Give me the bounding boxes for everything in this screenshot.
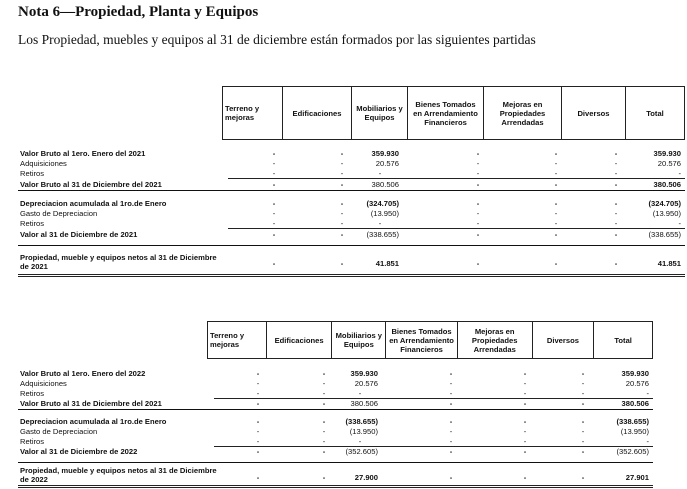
cell: 20.576 <box>625 379 649 388</box>
cell: 27.901 <box>625 473 649 482</box>
cell: (324.705) <box>648 199 681 208</box>
cell: - <box>340 219 344 228</box>
cell: - <box>554 199 558 208</box>
header-edificaciones: Edificaciones <box>266 322 332 358</box>
header-mejoras: Mejoras en Propiedades Arrendadas <box>483 87 561 139</box>
cell: - <box>523 389 527 398</box>
cell: - <box>476 219 480 228</box>
row-label: Adquisiciones <box>20 159 67 168</box>
cell: - <box>554 180 558 189</box>
cell: - <box>614 259 618 268</box>
row-label: Gasto de Depreciacion <box>20 209 98 218</box>
cell: - <box>340 180 344 189</box>
cell: - <box>272 169 276 178</box>
cell: - <box>554 209 558 218</box>
cell: - <box>449 417 453 426</box>
cell: - <box>581 473 585 482</box>
rule <box>18 487 653 488</box>
header-bienes: Bienes Tomados en Arrendamiento Financieros <box>385 322 457 358</box>
cell: - <box>581 379 585 388</box>
cell: - <box>476 199 480 208</box>
cell: - <box>340 149 344 158</box>
cell: 27.900 <box>354 473 378 482</box>
cell: - <box>256 369 260 378</box>
cell: - <box>449 427 453 436</box>
header-bienes: Bienes Tomados en Arrendamiento Financieros <box>407 87 483 139</box>
cell: (338.655) <box>366 230 399 239</box>
cell: 359.930 <box>350 369 378 378</box>
table-2022-header <box>207 321 653 359</box>
cell: (13.950) <box>620 427 649 436</box>
cell: - <box>272 209 276 218</box>
cell: - <box>614 209 618 218</box>
cell: - <box>272 149 276 158</box>
cell: - <box>581 389 585 398</box>
rule <box>18 274 685 275</box>
row-label: Adquisiciones <box>20 379 67 388</box>
cell: - <box>272 159 276 168</box>
cell: 41.851 <box>657 259 681 268</box>
cell: 41.851 <box>375 259 399 268</box>
cell: - <box>358 389 362 398</box>
cell: - <box>340 209 344 218</box>
cell: - <box>614 159 618 168</box>
cell: - <box>614 149 618 158</box>
cell: - <box>614 169 618 178</box>
table-2021-header <box>222 86 685 140</box>
cell: - <box>358 437 362 446</box>
cell: - <box>476 169 480 178</box>
cell: - <box>554 230 558 239</box>
cell: - <box>340 259 344 268</box>
cell: - <box>523 417 527 426</box>
row-label: Gasto de Depreciacion <box>20 427 98 436</box>
cell: - <box>581 417 585 426</box>
cell: - <box>476 209 480 218</box>
cell: - <box>581 427 585 436</box>
cell: - <box>581 369 585 378</box>
cell: - <box>523 399 527 408</box>
cell: - <box>614 230 618 239</box>
cell: - <box>322 389 326 398</box>
cell: (338.655) <box>345 417 378 426</box>
cell: - <box>322 447 326 456</box>
header-mejoras: Mejoras en Propiedades Arrendadas <box>457 322 532 358</box>
header-mobiliarios: Mobiliarios y Equipos <box>351 87 407 139</box>
header-mobiliarios: Mobiliarios y Equipos <box>331 322 385 358</box>
cell: - <box>378 169 382 178</box>
cell: (338.655) <box>648 230 681 239</box>
rule <box>18 409 653 410</box>
cell: 380.506 <box>621 399 649 408</box>
cell: - <box>581 447 585 456</box>
cell: 359.930 <box>621 369 649 378</box>
cell: - <box>523 437 527 446</box>
cell: - <box>678 169 681 178</box>
rule <box>18 276 685 277</box>
cell: - <box>272 219 276 228</box>
cell: - <box>614 219 618 228</box>
header-total: Total <box>625 87 684 139</box>
cell: - <box>256 379 260 388</box>
cell: - <box>554 149 558 158</box>
cell: (13.950) <box>370 209 399 218</box>
row-label: Propiedad, mueble y equipos netos al 31 de Diciembre de 2021 <box>20 253 217 271</box>
cell: - <box>614 180 618 189</box>
cell: - <box>256 389 260 398</box>
row-label: Valor Bruto al 1ero. Enero del 2021 <box>20 149 146 158</box>
cell: - <box>476 230 480 239</box>
row-label: Retiros <box>20 219 45 228</box>
cell: - <box>646 437 649 446</box>
rule <box>18 462 653 463</box>
header-diversos: Diversos <box>561 87 625 139</box>
header-edificaciones: Edificaciones <box>282 87 351 139</box>
row-label: Valor Bruto al 1ero. Enero del 2022 <box>20 369 146 378</box>
cell: - <box>523 369 527 378</box>
cell: - <box>581 437 585 446</box>
cell: - <box>523 447 527 456</box>
cell: - <box>449 437 453 446</box>
row-label: Depreciacion acumulada al 1ro.de Enero <box>20 417 167 426</box>
cell: - <box>554 259 558 268</box>
cell: - <box>322 437 326 446</box>
cell: (352.605) <box>616 447 649 456</box>
row-label: Valor Bruto al 31 de Diciembre del 2021 <box>20 180 162 189</box>
cell: - <box>554 169 558 178</box>
cell: - <box>272 180 276 189</box>
cell: - <box>476 180 480 189</box>
row-label: Depreciacion acumulada al 1ro.de Enero <box>20 199 167 208</box>
header-total: Total <box>593 322 652 358</box>
cell: - <box>449 369 453 378</box>
cell: - <box>340 159 344 168</box>
cell: - <box>523 427 527 436</box>
cell: - <box>256 417 260 426</box>
row-label: Propiedad, mueble y equipos netos al 31 de Diciembre de 2022 <box>20 466 217 484</box>
cell: 20.576 <box>657 159 681 168</box>
cell: - <box>476 159 480 168</box>
cell: - <box>256 437 260 446</box>
row-label: Valor al 31 de Diciembre de 2021 <box>20 230 138 239</box>
cell: - <box>523 473 527 482</box>
header-terreno: Terreno y mejoras <box>225 104 260 122</box>
cell: - <box>340 199 344 208</box>
rule <box>18 190 685 191</box>
cell: - <box>340 169 344 178</box>
row-label: Valor Bruto al 31 de Diciembre del 2021 <box>20 399 162 408</box>
header-diversos: Diversos <box>532 322 594 358</box>
cell: (324.705) <box>366 199 399 208</box>
cell: 359.930 <box>653 149 681 158</box>
cell: - <box>581 399 585 408</box>
cell: 20.576 <box>354 379 378 388</box>
note-title: Nota 6—Propiedad, Planta y Equipos <box>18 4 259 20</box>
rule <box>18 245 685 246</box>
cell: (352.605) <box>345 447 378 456</box>
cell: 380.506 <box>653 180 681 189</box>
row-label: Retiros <box>20 169 45 178</box>
cell: - <box>449 447 453 456</box>
cell: - <box>256 473 260 482</box>
cell: - <box>256 427 260 436</box>
cell: 380.506 <box>371 180 399 189</box>
rule <box>228 178 685 179</box>
header-terreno: Terreno y mejoras <box>210 331 245 349</box>
cell: - <box>449 379 453 388</box>
cell: - <box>614 199 618 208</box>
cell: - <box>449 389 453 398</box>
cell: - <box>340 230 344 239</box>
rule <box>228 228 685 229</box>
cell: 380.506 <box>350 399 378 408</box>
rule <box>18 485 653 486</box>
cell: - <box>678 219 681 228</box>
cell: - <box>322 417 326 426</box>
cell: 20.576 <box>375 159 399 168</box>
cell: (13.950) <box>349 427 378 436</box>
cell: (13.950) <box>652 209 681 218</box>
cell: - <box>449 473 453 482</box>
cell: 359.930 <box>371 149 399 158</box>
row-label: Retiros <box>20 437 45 446</box>
row-label: Valor al 31 de Diciembre de 2022 <box>20 447 138 456</box>
cell: - <box>256 447 260 456</box>
cell: - <box>554 159 558 168</box>
cell: - <box>322 473 326 482</box>
cell: (338.655) <box>616 417 649 426</box>
cell: - <box>449 399 453 408</box>
cell: - <box>272 259 276 268</box>
cell: - <box>378 219 382 228</box>
cell: - <box>523 379 527 388</box>
cell: - <box>272 199 276 208</box>
cell: - <box>322 399 326 408</box>
cell: - <box>322 369 326 378</box>
note-subtitle: Los Propiedad, muebles y equipos al 31 de diciembre están formados por las siguientes partidas <box>18 32 536 47</box>
row-label: Retiros <box>20 389 45 398</box>
cell: - <box>322 427 326 436</box>
cell: - <box>476 149 480 158</box>
cell: - <box>554 219 558 228</box>
cell: - <box>476 259 480 268</box>
cell: - <box>646 389 649 398</box>
cell: - <box>272 230 276 239</box>
cell: - <box>256 399 260 408</box>
cell: - <box>322 379 326 388</box>
